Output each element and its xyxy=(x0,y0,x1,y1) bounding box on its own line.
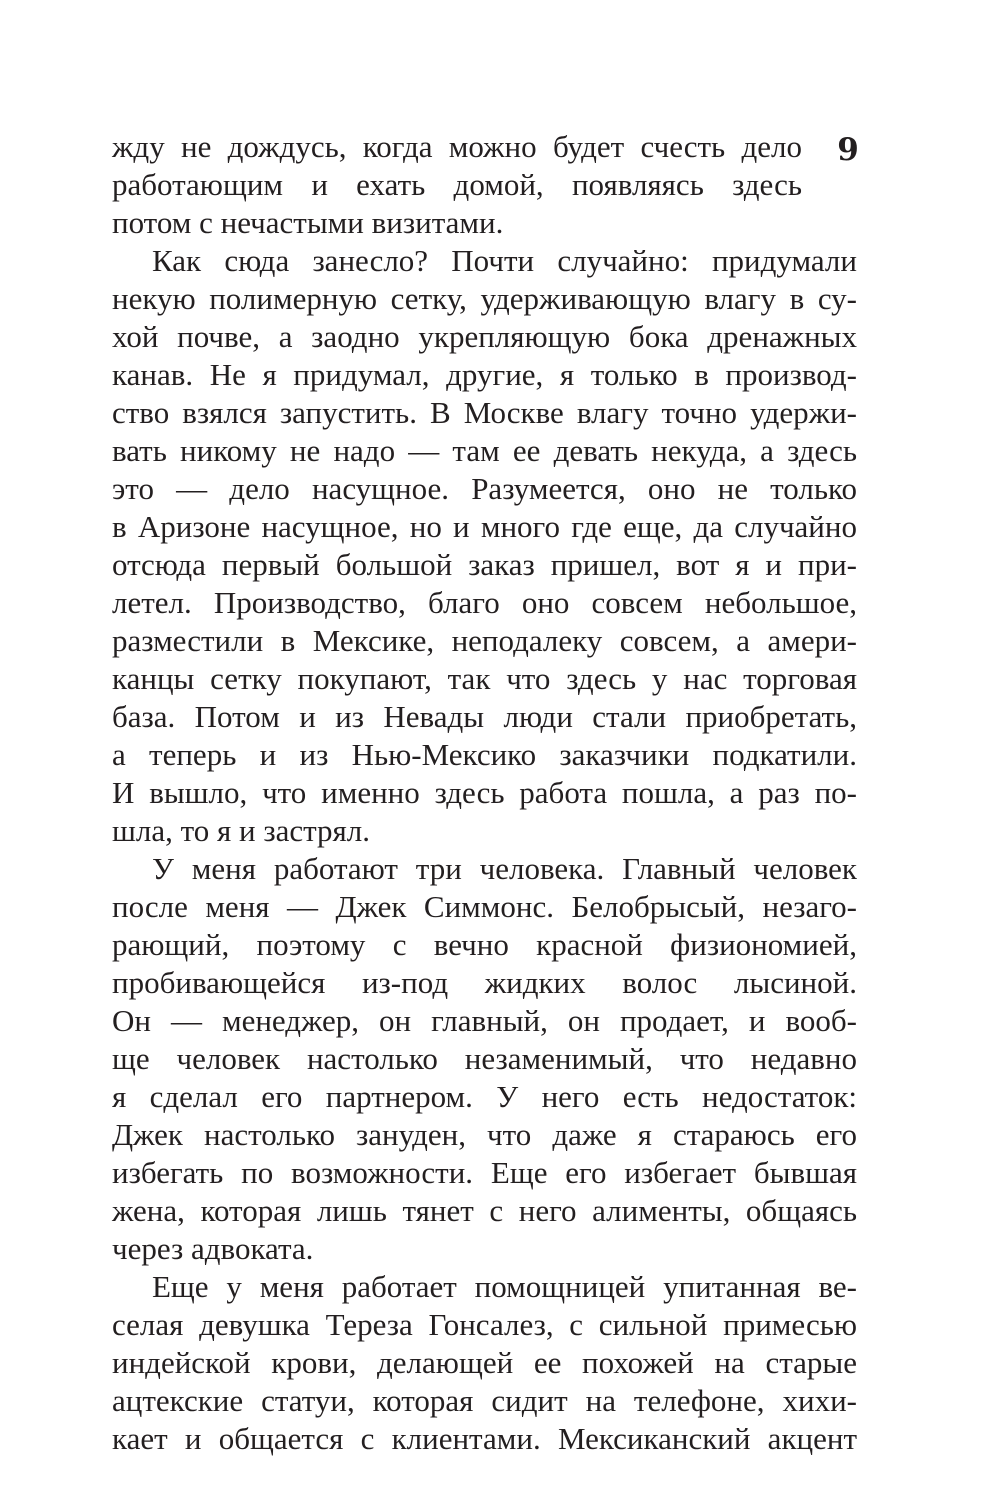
text-line: кает и общается с клиентами. Мексиканский акцент xyxy=(112,1421,857,1456)
text-line: после меня — Джек Симмонс. Белобрысый, незаго- xyxy=(112,889,857,924)
text-line: индейской крови, делающей ее похожей на старые xyxy=(112,1345,857,1380)
text-line: рающий, поэтому с вечно красной физиономией, xyxy=(112,927,857,962)
body-text xyxy=(112,128,857,1458)
paragraph-4 xyxy=(112,1268,857,1458)
text-line: через адвоката. xyxy=(112,1231,314,1266)
text-line: Еще у меня работает помощницей упитанная ве- xyxy=(152,1269,857,1304)
text-line: потом с нечастыми визитами. xyxy=(112,205,504,240)
text-line: У меня работают три человека. Главный человек xyxy=(152,851,857,886)
paragraph-3 xyxy=(112,850,857,1268)
text-line: в Аризоне насущное, но и много где еще, да случайно xyxy=(112,509,857,544)
text-line: работающим и ехать домой, появляясь здесь xyxy=(112,167,802,202)
text-line: это — дело насущное. Разумеется, оно не только xyxy=(112,471,857,506)
text-line: пробивающейся из-под жидких волос лысиной. xyxy=(112,965,857,1000)
text-line: И вышло, что именно здесь работа пошла, а раз по- xyxy=(112,775,857,810)
text-line: избегать по возможности. Еще его избегает бывшая xyxy=(112,1155,857,1190)
text-line: хой почве, а заодно укрепляющую бока дренажных xyxy=(112,319,857,354)
text-line: селая девушка Тереза Гонсалез, с сильной примесью xyxy=(112,1307,857,1342)
text-line: я сделал его партнером. У него есть недостаток: xyxy=(112,1079,857,1114)
text-line: Он — менеджер, он главный, он продает, и вооб- xyxy=(112,1003,857,1038)
text-line: разместили в Мексике, неподалеку совсем, а амери- xyxy=(112,623,857,658)
text-line: отсюда первый большой заказ пришел, вот я и при- xyxy=(112,547,857,582)
text-line: канцы сетку покупают, так что здесь у нас торговая xyxy=(112,661,857,696)
text-line: база. Потом и из Невады люди стали приобретать, xyxy=(112,699,857,734)
text-line: некую полимерную сетку, удерживающую влагу в су- xyxy=(112,281,857,316)
text-line: Джек настолько зануден, что даже я стараюсь его xyxy=(112,1117,857,1152)
text-line: ство взялся запустить. В Москве влагу точно удержи- xyxy=(112,395,857,430)
text-line: ще человек настолько незаменимый, что недавно xyxy=(112,1041,857,1076)
text-line: ацтекские статуи, которая сидит на телефоне, хихи- xyxy=(112,1383,857,1418)
text-line: жена, которая лишь тянет с него алименты, общаясь xyxy=(112,1193,857,1228)
text-line: Как сюда занесло? Почти случайно: придумали xyxy=(152,243,857,278)
text-line: вать никому не надо — там ее девать некуда, а здесь xyxy=(112,433,857,468)
paragraph-1 xyxy=(112,128,857,242)
paragraph-2 xyxy=(112,242,857,850)
text-line: жду не дождусь, когда можно будет счесть дело xyxy=(112,129,802,164)
page-number: 9 xyxy=(837,132,859,168)
text-line: летел. Производство, благо оно совсем небольшое, xyxy=(112,585,857,620)
text-line: а теперь и из Нью-Мексико заказчики подкатили. xyxy=(112,737,857,772)
text-line: шла, то я и застрял. xyxy=(112,813,371,848)
text-line: канав. Не я придумал, другие, я только в производ- xyxy=(112,357,857,392)
